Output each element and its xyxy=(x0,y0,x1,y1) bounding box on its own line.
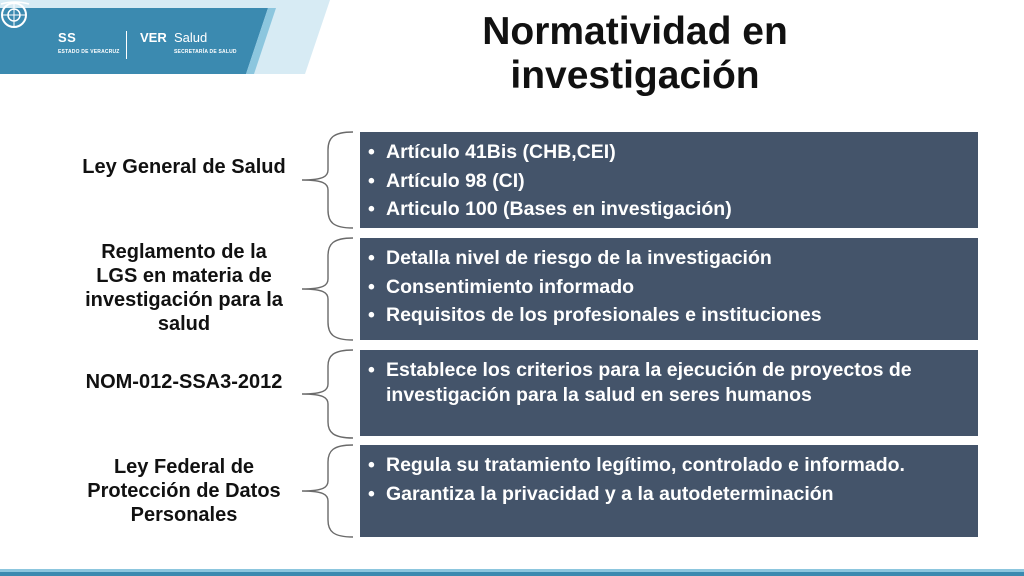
list-item xyxy=(366,275,968,300)
bullet-icon: • xyxy=(368,304,375,326)
row-label-ley-general: Ley General de Salud xyxy=(82,156,286,178)
list-item xyxy=(366,197,968,222)
footer-stripe xyxy=(0,566,1024,576)
item-text: Artículo 98 (CI) xyxy=(386,169,525,192)
content-box-4 xyxy=(360,445,978,537)
item-text: Articulo 100 (Bases en investigación) xyxy=(386,198,732,220)
brace-icon xyxy=(298,348,358,440)
bullet-icon: • xyxy=(368,247,375,269)
bullet-icon: • xyxy=(368,359,375,381)
ver-logo-text: VER xyxy=(140,30,167,45)
list-item xyxy=(366,358,968,407)
item-text: Consentimiento informado xyxy=(386,275,635,298)
brace-icon xyxy=(298,236,358,342)
salud-logo-text: Salud xyxy=(174,30,208,45)
list-item xyxy=(366,246,968,271)
header-banner xyxy=(0,0,330,74)
ss-subtitle: ESTADO DE VERACRUZ xyxy=(58,49,120,55)
item-text: Garantiza la privacidad y a la autodeterminación xyxy=(386,482,834,505)
item-text: Requisitos de los profesionales e instituciones xyxy=(386,304,822,326)
list-item xyxy=(366,303,968,328)
item-text: Establece los criterios para la ejecución de proyectos de investigación para la salud en seres humanos xyxy=(386,359,912,406)
row-label-nom: NOM-012-SSA3-2012 xyxy=(85,371,283,393)
logo-divider xyxy=(126,31,127,59)
list-item xyxy=(366,140,968,165)
list-item xyxy=(366,453,968,478)
content-box-3 xyxy=(360,350,978,436)
bullet-icon: • xyxy=(368,141,375,163)
bullet-icon: • xyxy=(368,482,375,505)
title-line-2: investigación xyxy=(510,54,760,97)
list-item xyxy=(366,169,968,194)
bullet-icon: • xyxy=(368,275,375,298)
brace-icon xyxy=(298,130,358,230)
ss-logo-text: SS xyxy=(58,30,77,45)
title-line-1: Normatividad en xyxy=(482,10,788,53)
swoosh-icon xyxy=(0,0,30,6)
item-text: Detalla nivel de riesgo de la investigación xyxy=(386,247,772,269)
brace-icon xyxy=(298,443,358,539)
item-text: Regula su tratamiento legítimo, controlado e informado. xyxy=(386,454,905,476)
content-box-2 xyxy=(360,238,978,340)
bullet-icon: • xyxy=(368,198,375,220)
secretaria-subtitle: SECRETARÍA DE SALUD xyxy=(174,49,237,55)
row-label-ley-federal: Ley Federal de Protección de Datos Personales xyxy=(87,456,281,526)
page-title xyxy=(430,10,840,98)
bullet-icon: • xyxy=(368,454,375,476)
row-label-reglamento: Reglamento de la LGS en materia de investigación para la salud xyxy=(85,241,283,335)
list-item xyxy=(366,482,968,507)
item-text: Artículo 41Bis (CHB,CEI) xyxy=(386,141,616,163)
bullet-icon: • xyxy=(368,169,375,192)
content-box-1 xyxy=(360,132,978,228)
